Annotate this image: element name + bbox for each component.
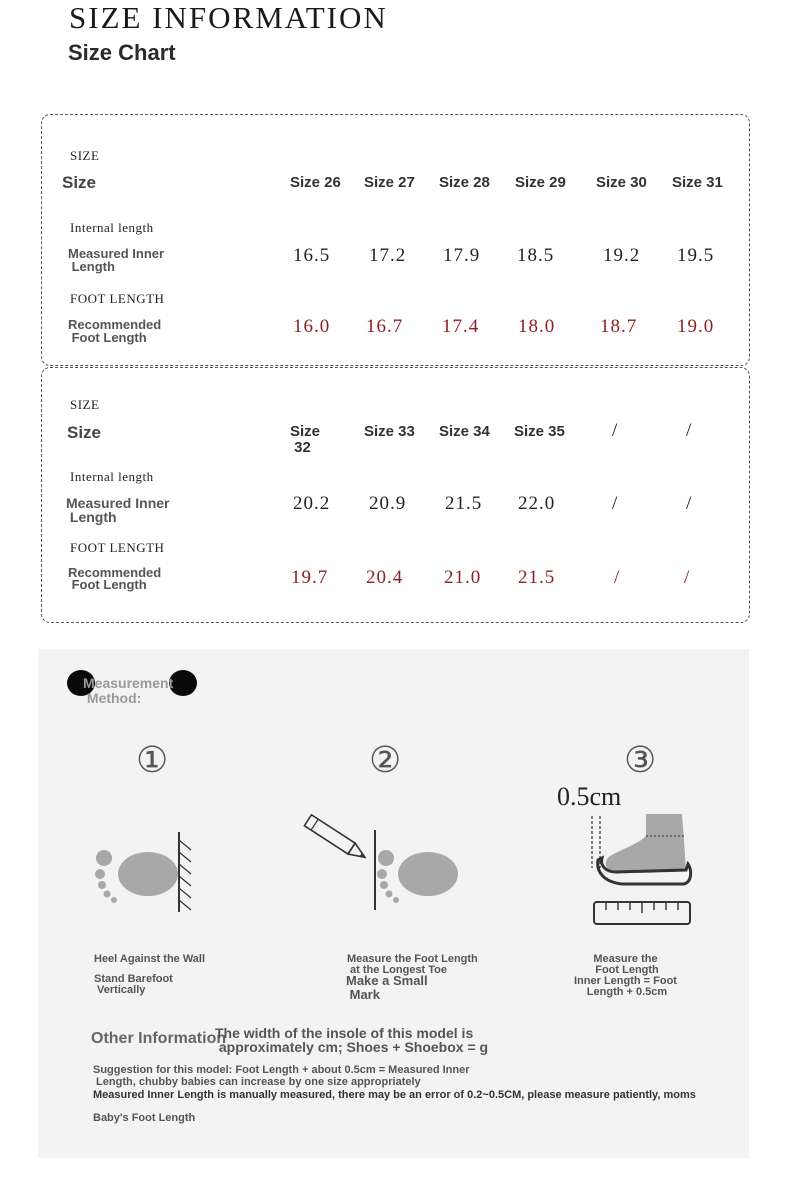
measure-offset-label: 0.5cm — [557, 782, 622, 811]
inner-length-value: 22.0 — [518, 493, 556, 514]
size-header: / — [686, 420, 693, 441]
measurement-method-label: Measurement Method: — [83, 675, 174, 706]
size-header: / — [612, 420, 619, 441]
inner-length-label-small: Internal length — [70, 469, 154, 484]
size-header: Size 34 — [439, 423, 490, 440]
inner-length-value: / — [686, 493, 693, 514]
inner-length-value: 18.5 — [517, 245, 555, 266]
size-header: Size 33 — [364, 423, 415, 440]
inner-length-value: 19.2 — [603, 245, 641, 266]
other-info-title: Other Information — [91, 1030, 227, 1047]
foot-length-value: 17.4 — [442, 316, 480, 337]
step-number-1: ① — [136, 740, 169, 781]
step-number-2: ② — [369, 740, 402, 781]
step-number-3: ③ — [624, 740, 657, 781]
inner-length-value: 20.9 — [369, 493, 407, 514]
step1-caption: Heel Against the Wall — [94, 953, 206, 965]
insole-note: The width of the insole of this model is approximately cm; Shoes + Shoebox = g — [215, 1025, 489, 1055]
inner-length-label: Measured Inner Length — [66, 495, 170, 525]
size-header: Size 29 — [515, 174, 566, 191]
inner-length-value: 21.5 — [445, 493, 483, 514]
foot-against-wall-icon — [90, 832, 200, 912]
baby-foot-length-note: Baby's Foot Length — [93, 1112, 196, 1124]
inner-length-value: / — [612, 493, 619, 514]
page-title: SIZE INFORMATION — [69, 0, 388, 35]
inner-length-value: 17.9 — [443, 245, 481, 266]
foot-length-label: Recommended Foot Length — [68, 565, 162, 592]
inner-length-value: 19.5 — [677, 245, 715, 266]
inner-length-label: Measured Inner Length — [68, 246, 165, 274]
step3-caption: Measure the Foot Length Inner Length = Foot Length + 0.5cm — [574, 953, 677, 998]
foot-length-value: / — [614, 567, 621, 588]
size-label: Size — [67, 423, 102, 442]
pencil-mark-icon — [300, 814, 465, 912]
foot-length-value: 18.7 — [600, 316, 638, 337]
inner-length-value: 17.2 — [369, 245, 407, 266]
step2-caption: Measure the Foot Length at the Longest Toe — [347, 953, 478, 976]
size-header: Size 26 — [290, 174, 341, 191]
foot-length-value: 21.0 — [444, 567, 482, 588]
foot-length-label-small: FOOT LENGTH — [70, 291, 165, 306]
foot-length-label: Recommended Foot Length — [68, 317, 162, 345]
foot-length-value: 16.0 — [293, 316, 331, 337]
foot-length-label-small: FOOT LENGTH — [70, 540, 165, 555]
size-suggestion-note: Suggestion for this model: Foot Length + about 0.5cm = Measured Inner Length, chubby babies can increase by one size appropriately — [93, 1064, 470, 1088]
foot-length-value: 19.7 — [291, 567, 329, 588]
size-label: Size — [62, 173, 97, 192]
foot-length-value: 16.7 — [366, 316, 404, 337]
size-header: Size 30 — [596, 174, 647, 191]
measurement-error-note: Measured Inner Length is manually measured, there may be an error of 0.2~0.5CM, please measure patiently, moms — [93, 1089, 696, 1101]
size-label-small: SIZE — [70, 148, 100, 163]
size-header: Size 31 — [672, 174, 723, 191]
step1-caption-secondary: Stand Barefoot Vertically — [94, 973, 173, 996]
foot-length-value: 21.5 — [518, 567, 556, 588]
foot-length-value: 18.0 — [518, 316, 556, 337]
size-header: Size 35 — [514, 423, 565, 440]
foot-length-value: / — [684, 567, 691, 588]
foot-length-value: 19.0 — [677, 316, 715, 337]
inner-length-label-small: Internal length — [70, 220, 154, 235]
size-header: Size 28 — [439, 174, 490, 191]
inner-length-value: 16.5 — [293, 245, 331, 266]
size-header: Size 27 — [364, 174, 415, 191]
step2-caption-secondary: Make a Small Mark — [346, 973, 428, 1002]
size-label-small: SIZE — [70, 397, 100, 412]
section-subtitle: Size Chart — [68, 40, 176, 65]
size-header: Size 32 — [290, 423, 321, 456]
shoe-ruler-icon — [588, 810, 696, 930]
inner-length-value: 20.2 — [293, 493, 331, 514]
foot-length-value: 20.4 — [366, 567, 404, 588]
